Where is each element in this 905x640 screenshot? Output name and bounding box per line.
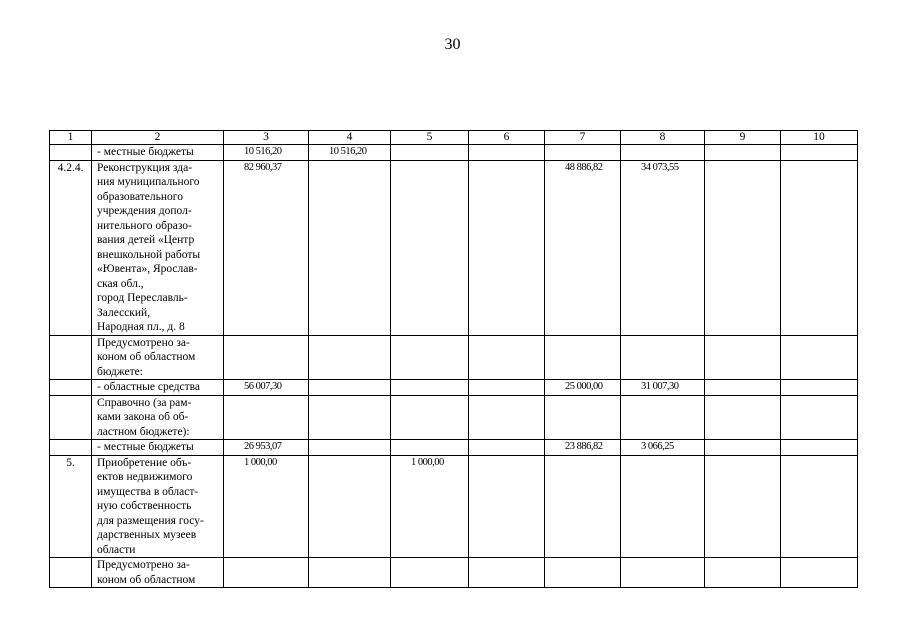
value-cell [545,335,621,380]
value-cell [705,455,781,558]
value-cell: 3 066,25 [621,440,705,456]
value-cell: 23 886,82 [545,440,621,456]
table-row [50,395,858,440]
value-cell [391,395,469,440]
table-row [50,440,858,456]
value-cell: 10 516,20 [309,145,391,161]
value-cell [309,440,391,456]
value-cell: 1 000,00 [391,455,469,558]
row-name-line: ную собственность [97,500,192,512]
value-cell [545,395,621,440]
row-name-line: Справочно (за рам- [97,396,192,409]
value-cell [705,395,781,440]
value-cell [469,395,545,440]
row-number: 4.2.4. [50,160,92,335]
value-cell [309,558,391,588]
value-cell [469,380,545,396]
value-cell: 48 886,82 [545,160,621,335]
value-cell: 25 000,00 [545,380,621,396]
row-name-line: Предусмотрено за- [97,559,190,571]
row-name-line: учреждения допол- [97,205,192,217]
row-name-line: коном об областном [97,351,196,363]
column-header: 7 [545,131,621,145]
value-cell: 56 007,30 [224,380,309,396]
value-cell [545,455,621,558]
row-number [50,440,92,456]
column-header: 10 [781,131,858,145]
row-name-line: вания детей «Центр [97,234,195,246]
value-cell [781,160,858,335]
value-cell [469,160,545,335]
page-number: 30 [444,36,461,53]
value-cell: 82 960,37 [224,160,309,335]
table-row [50,145,858,161]
column-header: 4 [309,131,391,145]
value-cell [705,145,781,161]
row-name-line: Предусмотрено за- [97,336,190,349]
row-name-line: - местные бюджеты [97,441,194,453]
budget-table [49,130,858,588]
value-cell [391,335,469,380]
value-cell: 26 953,07 [224,440,309,456]
value-cell [391,558,469,588]
value-cell [391,440,469,456]
value-cell [705,335,781,380]
value-cell [705,380,781,396]
value-cell [391,380,469,396]
table-row [50,455,858,558]
value-cell: 10 516,20 [224,145,309,161]
value-cell [621,558,705,588]
row-name-line: Реконструкция зда- [97,161,193,174]
value-cell [391,160,469,335]
row-name-line: Залесский, [97,306,151,319]
row-number [50,335,92,380]
value-cell [469,558,545,588]
row-name-line: «Ювента», Ярослав- [97,263,198,275]
column-header: 9 [705,131,781,145]
value-cell [391,145,469,161]
value-cell [781,440,858,456]
value-cell [469,455,545,558]
row-name [92,455,224,558]
value-cell [469,440,545,456]
table-row [50,335,858,380]
row-name [92,335,224,380]
row-name [92,380,224,396]
column-header: 3 [224,131,309,145]
value-cell [309,335,391,380]
value-cell [705,160,781,335]
row-name-line: город Переславль- [97,292,188,304]
column-header: 1 [50,131,92,145]
column-header: 2 [92,131,224,145]
value-cell [545,558,621,588]
row-name-line: Народная пл., д. 8 [97,321,185,333]
table-row [50,380,858,396]
value-cell: 1 000,00 [224,455,309,558]
value-cell [781,380,858,396]
row-name-line: - областные средства [97,381,201,393]
row-name-line: бюджете: [97,365,143,378]
row-name-line: имущества в област- [97,485,199,498]
value-cell: 31 007,30 [621,380,705,396]
row-name-line: ластном бюджете): [97,425,190,438]
row-name-line: образовательного [97,190,183,203]
value-cell [781,558,858,588]
row-name-line: коном об областном [97,573,196,586]
value-cell [309,380,391,396]
row-name [92,558,224,588]
value-cell [309,160,391,335]
value-cell [621,145,705,161]
row-name-line: - местные бюджеты [97,146,194,158]
row-number [50,380,92,396]
column-header: 8 [621,131,705,145]
row-number [50,395,92,440]
row-name-line: дарственных музеев [97,529,197,541]
value-cell [781,335,858,380]
row-name-line: нительного образо- [97,219,192,232]
value-cell [705,558,781,588]
row-name-line: для размещения госу- [97,514,204,527]
row-name-line: ками закона об об- [97,411,189,423]
value-cell [705,440,781,456]
table-row [50,558,858,588]
row-number [50,145,92,161]
row-name [92,440,224,456]
value-cell [621,455,705,558]
column-header: 5 [391,131,469,145]
column-header: 6 [469,131,545,145]
value-cell [224,395,309,440]
value-cell [781,455,858,558]
row-name [92,395,224,440]
value-cell [224,558,309,588]
row-number: 5. [50,455,92,558]
value-cell [621,335,705,380]
row-name-line: Приобретение объ- [97,456,192,469]
value-cell [781,145,858,161]
row-name-line: ектов недвижимого [97,471,193,483]
header-row [50,131,858,145]
value-cell [545,145,621,161]
row-number [50,558,92,588]
table-row [50,160,858,335]
row-name-line: области [97,543,136,556]
value-cell [309,395,391,440]
value-cell [224,335,309,380]
value-cell: 34 073,55 [621,160,705,335]
value-cell [621,395,705,440]
value-cell [309,455,391,558]
value-cell [781,395,858,440]
row-name-line: ния муниципального [97,176,200,188]
row-name [92,145,224,161]
value-cell [469,145,545,161]
row-name-line: ская обл., [97,277,144,290]
value-cell [469,335,545,380]
row-name-line: внешкольной работы [97,248,201,261]
row-name [92,160,224,335]
